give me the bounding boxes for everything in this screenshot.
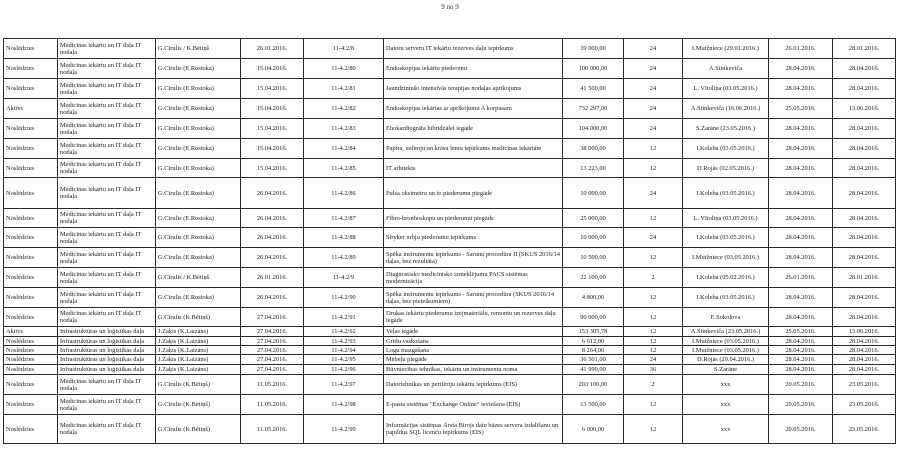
date2-cell: 28.04.2016.	[833, 248, 896, 268]
code-cell: 11-4.2/95	[304, 355, 384, 365]
status-cell: Noslēdzies	[4, 248, 58, 268]
status-cell: Noslēdzies	[4, 288, 58, 308]
amount-cell: 10 500,00	[563, 248, 624, 268]
date1-cell: 28.04.2016.	[769, 59, 833, 79]
code-cell: 11-4.2/89	[304, 248, 384, 268]
amount-cell: 10 000,00	[563, 178, 624, 209]
date2-cell: 28.04.2016.	[833, 346, 896, 355]
responsible-cell: G.Cīrulis (E.Rostoka)	[156, 79, 241, 99]
subject-cell: Datortehnikas un perifēriju iekārtu iepirkums (EIS)	[384, 375, 563, 395]
date1-cell: 28.04.2016.	[769, 337, 833, 346]
date1-cell: 28.04.2016.	[769, 139, 833, 159]
table-row	[4, 59, 896, 79]
status-cell: Noslēdzies	[4, 415, 58, 444]
date2-cell: 28.04.2016.	[833, 365, 896, 375]
executor-cell: I.Koleba (05.02.2016.)	[683, 268, 769, 288]
responsible-cell: G.Cīrulis (E.Rostoka)	[156, 119, 241, 139]
code-cell: 11-4.2/91	[304, 308, 384, 327]
executor-cell: S.Zarāne (23.05.2016.)	[683, 119, 769, 139]
subject-cell: Spēka instrumentu iepirkums - Sarunu procedūra (SKUS 2016/14 daļas, bez pieteikumiem)	[384, 288, 563, 308]
unit-cell: Medicīnas iekārtu un IT daļa IT nodaļa	[58, 159, 156, 178]
unit-cell: Medicīnas iekārtu un IT daļa IT nodaļa	[58, 79, 156, 99]
unit-cell: Medicīnas iekārtu un IT daļa IT nodaļa	[58, 248, 156, 268]
date-cell: 27.04.2016.	[241, 346, 304, 355]
date1-cell: 28.04.2016.	[769, 355, 833, 365]
date2-cell: 28.04.2016.	[833, 288, 896, 308]
date1-cell: 20.05.2016.	[769, 395, 833, 415]
status-cell: Aktīvs	[4, 99, 58, 119]
amount-cell: 39 000,00	[563, 39, 624, 59]
date-cell: 26.01.2016.	[241, 268, 304, 288]
responsible-cell: G.Cīrulis (E.Rostoka)	[156, 248, 241, 268]
status-cell: Noslēdzies	[4, 159, 58, 178]
status-cell: Noslēdzies	[4, 79, 58, 99]
amount-cell: 732 297,00	[563, 99, 624, 119]
responsible-cell: G.Cīrulis (K.Bētiņš)	[156, 308, 241, 327]
code-cell: 11-4.2/80	[304, 59, 384, 79]
subject-cell: Stryker urbju piederumu iepirkums	[384, 228, 563, 248]
executor-cell: xxx	[683, 415, 769, 444]
date2-cell: 28.04.2016.	[833, 228, 896, 248]
subject-cell: Veļas iegāde	[384, 327, 563, 337]
date1-cell: 28.04.2016.	[769, 346, 833, 355]
amount-cell: 10 000,00	[563, 228, 624, 248]
code-cell: 11-4.2/92	[304, 327, 384, 337]
code-cell: 11-4.2/8	[304, 39, 384, 59]
months-cell: 2	[624, 375, 683, 395]
unit-cell: Medicīnas iekārtu un IT daļa IT nodaļa	[58, 228, 156, 248]
code-cell: 11-4.2/88	[304, 228, 384, 248]
table-row	[4, 268, 896, 288]
executor-cell: A.Stinkeviča	[683, 59, 769, 79]
months-cell: 12	[624, 288, 683, 308]
executor-cell: D.Rojās (29.04.2016.)	[683, 355, 769, 365]
table-row	[4, 209, 896, 228]
executor-cell: S.Zarāne	[683, 365, 769, 375]
date-cell: 27.04.2016.	[241, 337, 304, 346]
status-cell: Noslēdzies	[4, 395, 58, 415]
executor-cell: D.Rojās (02.05.2016.)	[683, 159, 769, 178]
date-cell: 11.05.2016.	[241, 415, 304, 444]
unit-cell: Medicīnas iekārtu un IT daļa IT nodaļa	[58, 119, 156, 139]
date2-cell: 28.01.2016.	[833, 39, 896, 59]
status-cell: Noslēdzies	[4, 346, 58, 355]
date1-cell: 28.04.2016.	[769, 178, 833, 209]
executor-cell: I.Koleba (03.05.2016.)	[683, 178, 769, 209]
unit-cell: Infrastruktūras un loģistikas daļa	[58, 355, 156, 365]
responsible-cell: J.Zaķis (K.Laizāns)	[156, 365, 241, 375]
date-cell: 15.04.2016.	[241, 99, 304, 119]
months-cell: 24	[624, 228, 683, 248]
table-row	[4, 365, 896, 375]
date2-cell: 28.04.2016.	[833, 209, 896, 228]
date-cell: 15.04.2016.	[241, 59, 304, 79]
status-cell: Noslēdzies	[4, 365, 58, 375]
unit-cell: Medicīnas iekārtu un IT daļa IT nodaļa	[58, 395, 156, 415]
table-row	[4, 79, 896, 99]
table-row	[4, 178, 896, 209]
amount-cell: 153 305,78	[563, 327, 624, 337]
subject-cell: Mēbeļu piegāde	[384, 355, 563, 365]
page-number: 9 no 9	[441, 3, 459, 11]
date-cell: 15.04.2016.	[241, 139, 304, 159]
months-cell: 12	[624, 327, 683, 337]
date1-cell: 20.05.2016.	[769, 415, 833, 444]
executor-cell: A.Stinkeviča (16.06.2016.)	[683, 99, 769, 119]
amount-cell: 203 100,00	[563, 375, 624, 395]
date1-cell: 20.05.2016.	[769, 375, 833, 395]
date1-cell: 25.05.2016.	[769, 99, 833, 119]
date1-cell: 28.04.2016.	[769, 209, 833, 228]
date2-cell: 23.05.2016.	[833, 375, 896, 395]
months-cell: 2	[624, 268, 683, 288]
table-row	[4, 395, 896, 415]
code-cell: 11-4.2/85	[304, 159, 384, 178]
responsible-cell: J.Zaķis (K.Laizāns)	[156, 346, 241, 355]
code-cell: 11-4.2/83	[304, 119, 384, 139]
date-cell: 26.04.2016.	[241, 209, 304, 228]
status-cell: Noslēdzies	[4, 39, 58, 59]
unit-cell: Infrastruktūras un loģistikas daļa	[58, 365, 156, 375]
subject-cell: IT arhitekts	[384, 159, 563, 178]
date2-cell: 28.04.2016.	[833, 178, 896, 209]
date1-cell: 28.04.2016.	[769, 119, 833, 139]
status-cell: Aktīvs	[4, 327, 58, 337]
code-cell: 11-4.2/94	[304, 346, 384, 355]
executor-cell: I.Koleba (03.05.2016.)	[683, 228, 769, 248]
date-cell: 11.05.2016.	[241, 395, 304, 415]
months-cell: 12	[624, 308, 683, 327]
date1-cell: 28.04.2016.	[769, 365, 833, 375]
code-cell: 11-4.2/9	[304, 268, 384, 288]
amount-cell: 6 612,00	[563, 337, 624, 346]
amount-cell: 41 999,00	[563, 365, 624, 375]
months-cell: 24	[624, 178, 683, 209]
date-cell: 26.04.2016.	[241, 288, 304, 308]
status-cell: Noslēdzies	[4, 228, 58, 248]
date-cell: 15.04.2016.	[241, 79, 304, 99]
status-cell: Noslēdzies	[4, 337, 58, 346]
table-row	[4, 99, 896, 119]
code-cell: 11-4.2/98	[304, 395, 384, 415]
date-cell: 26.01.2016.	[241, 39, 304, 59]
months-cell: 24	[624, 39, 683, 59]
date2-cell: 28.04.2016.	[833, 139, 896, 159]
executor-cell: A.Stinkeviča (23.05.2016.)	[683, 327, 769, 337]
date-cell: 26.04.2016.	[241, 178, 304, 209]
months-cell: 12	[624, 248, 683, 268]
date-cell: 26.04.2016.	[241, 248, 304, 268]
responsible-cell: G.Cīrulis (E.Rostoka)	[156, 209, 241, 228]
code-cell: 11-4.2/99	[304, 415, 384, 444]
table-row	[4, 228, 896, 248]
date2-cell: 28.04.2016.	[833, 119, 896, 139]
responsible-cell: G.Cīrulis (E.Rostoka)	[156, 228, 241, 248]
responsible-cell: J.Zaķis (K.Laizāns)	[156, 355, 241, 365]
months-cell: 12	[624, 415, 683, 444]
date2-cell: 13.06.2016.	[833, 99, 896, 119]
executor-cell: xxx	[683, 395, 769, 415]
subject-cell: Datoru serveru IT iekārtu rezerves daļu iepirkums	[384, 39, 563, 59]
date2-cell: 28.01.2016.	[833, 268, 896, 288]
subject-cell: Diagnostisko medicīnisko izmeklējumu PACS sistēmas modernizācija	[384, 268, 563, 288]
date2-cell: 23.05.2016.	[833, 415, 896, 444]
code-cell: 11-4.2/96	[304, 365, 384, 375]
table-row	[4, 308, 896, 327]
responsible-cell: J.Zaķis (K.Laizāns)	[156, 327, 241, 337]
executor-cell: E.Sokolova	[683, 308, 769, 327]
unit-cell: Medicīnas iekārtu un IT daļa IT nodaļa	[58, 99, 156, 119]
responsible-cell: J.Zaķis (K.Laizāns)	[156, 337, 241, 346]
months-cell: 24	[624, 59, 683, 79]
responsible-cell: G.Cīrulis (E.Rostoka)	[156, 99, 241, 119]
status-cell: Noslēdzies	[4, 139, 58, 159]
subject-cell: Logu mazgāšana	[384, 346, 563, 355]
responsible-cell: G.Cīrulis (E.Rostoka)	[156, 59, 241, 79]
date-cell: 27.04.2016.	[241, 355, 304, 365]
responsible-cell: G.Cīrulis (E.Rostoka)	[156, 178, 241, 209]
unit-cell: Medicīnas iekārtu un IT daļa IT nodaļa	[58, 39, 156, 59]
amount-cell: 38 000,00	[563, 139, 624, 159]
amount-cell: 8 264,00	[563, 346, 624, 355]
amount-cell: 22 100,00	[563, 268, 624, 288]
unit-cell: Infrastruktūras un loģistikas daļa	[58, 346, 156, 355]
date2-cell: 13.06.2016.	[833, 327, 896, 337]
table-row	[4, 139, 896, 159]
table-row	[4, 355, 896, 365]
unit-cell: Medicīnas iekārtu un IT daļa IT nodaļa	[58, 59, 156, 79]
amount-cell: 41 500,00	[563, 79, 624, 99]
amount-cell: 100 000,00	[563, 59, 624, 79]
date1-cell: 28.04.2016.	[769, 288, 833, 308]
date-cell: 26.04.2016.	[241, 228, 304, 248]
unit-cell: Medicīnas iekārtu un IT daļa IT nodaļa	[58, 415, 156, 444]
months-cell: 24	[624, 355, 683, 365]
executor-cell: I.Muižniece (03.05.2016.)	[683, 346, 769, 355]
executor-cell: L. Vītoliņa (03.05.2016.)	[683, 209, 769, 228]
subject-cell: Būvniecības tehnikas, iekārtu un instrumentu noma	[384, 365, 563, 375]
subject-cell: Ehokardiogrāfa hibrīdzālei iegāde	[384, 119, 563, 139]
date-cell: 11.05.2016.	[241, 375, 304, 395]
date1-cell: 28.04.2016.	[769, 159, 833, 178]
executor-cell: xxx	[683, 375, 769, 395]
code-cell: 11-4.2/97	[304, 375, 384, 395]
table-row	[4, 39, 896, 59]
unit-cell: Medicīnas iekārtu un IT daļa IT nodaļa	[58, 308, 156, 327]
unit-cell: Medicīnas iekārtu un IT daļa IT nodaļa	[58, 178, 156, 209]
unit-cell: Medicīnas iekārtu un IT daļa IT nodaļa	[58, 268, 156, 288]
table-row	[4, 346, 896, 355]
date2-cell: 28.04.2016.	[833, 59, 896, 79]
code-cell: 11-4.2/93	[304, 337, 384, 346]
amount-cell: 13 500,00	[563, 395, 624, 415]
status-cell: Noslēdzies	[4, 308, 58, 327]
subject-cell: Pulsa oksimetru un to piederumu piegāde	[384, 178, 563, 209]
unit-cell: Medicīnas iekārtu un IT daļa IT nodaļa	[58, 139, 156, 159]
executor-cell: I.Muižniece (29.01.2016.)	[683, 39, 769, 59]
date1-cell: 28.04.2016.	[769, 248, 833, 268]
date-cell: 27.04.2016.	[241, 308, 304, 327]
date-cell: 15.04.2016.	[241, 159, 304, 178]
months-cell: 12	[624, 395, 683, 415]
amount-cell: 25 000,00	[563, 209, 624, 228]
responsible-cell: G.Cīrulis (E.Rostoka)	[156, 159, 241, 178]
subject-cell: Drukas iekārtu piederumu izejmateriālu, remontu un rezerves daļu iegāde	[384, 308, 563, 327]
date2-cell: 28.04.2016.	[833, 355, 896, 365]
months-cell: 24	[624, 99, 683, 119]
responsible-cell: G.Cīrulis / K.Bētiņš	[156, 39, 241, 59]
table-row	[4, 415, 896, 444]
date1-cell: 26.01.2016.	[769, 39, 833, 59]
responsible-cell: G.Cīrulis (E.Rostoka)	[156, 288, 241, 308]
table-row	[4, 327, 896, 337]
code-cell: 11-4.2/84	[304, 139, 384, 159]
code-cell: 11-4.2/81	[304, 79, 384, 99]
table-row	[4, 337, 896, 346]
status-cell: Noslēdzies	[4, 59, 58, 79]
date1-cell: 28.04.2016.	[769, 308, 833, 327]
subject-cell: Endoskopijas iekārtu piederumi	[384, 59, 563, 79]
status-cell: Noslēdzies	[4, 119, 58, 139]
date2-cell: 23.05.2016.	[833, 395, 896, 415]
date2-cell: 28.04.2016.	[833, 337, 896, 346]
amount-cell: 104 000,00	[563, 119, 624, 139]
executor-cell: I.Koleba (03.05.2016.)	[683, 288, 769, 308]
unit-cell: Medicīnas iekārtu un IT daļa IT nodaļa	[58, 375, 156, 395]
date1-cell: 26.01.2016.	[769, 268, 833, 288]
months-cell: 12	[624, 337, 683, 346]
responsible-cell: G.Cīrulis / K.Bētiņš	[156, 268, 241, 288]
table-row	[4, 375, 896, 395]
amount-cell: 6 000,00	[563, 415, 624, 444]
date-cell: 15.04.2016.	[241, 119, 304, 139]
subject-cell: Informācijas sistēmas Ārsta Birojs datu bāzes servera izdalīšanu un papildus SQL licenču iepirkums (EIS)	[384, 415, 563, 444]
status-cell: Noslēdzies	[4, 209, 58, 228]
amount-cell: 13 223,00	[563, 159, 624, 178]
responsible-cell: G.Cīrulis (K.Bētiņš)	[156, 375, 241, 395]
table-row	[4, 119, 896, 139]
code-cell: 11-4.2/86	[304, 178, 384, 209]
unit-cell: Infrastruktūras un loģistikas daļa	[58, 327, 156, 337]
unit-cell: Medicīnas iekārtu un IT daļa IT nodaļa	[58, 209, 156, 228]
status-cell: Noslēdzies	[4, 375, 58, 395]
date1-cell: 28.04.2016.	[769, 79, 833, 99]
status-cell: Noslēdzies	[4, 178, 58, 209]
months-cell: 12	[624, 209, 683, 228]
responsible-cell: G.Cīrulis (K.Bētiņš)	[156, 395, 241, 415]
months-cell: 24	[624, 119, 683, 139]
months-cell: 36	[624, 365, 683, 375]
subject-cell: Papīra, uzlīmju un krāsu lentu iepirkums medicīnas iekārtām	[384, 139, 563, 159]
subject-cell: Spēka instrumentu iepirkums - Sarunu procedūra II (SKUS 2016/14 daļas, bez rezultāta)	[384, 248, 563, 268]
executor-cell: L. Vītoliņa (03.05.2016.)	[683, 79, 769, 99]
table-row	[4, 288, 896, 308]
unit-cell: Infrastruktūras un loģistikas daļa	[58, 337, 156, 346]
executor-cell: I.Muižniece (03.05.2016.)	[683, 337, 769, 346]
table-row	[4, 248, 896, 268]
responsible-cell: G.Cīrulis (K.Bētiņš)	[156, 415, 241, 444]
procurement-table	[3, 38, 896, 444]
months-cell: 12	[624, 159, 683, 178]
subject-cell: Jaundzimušo intensīvās terapijas nodaļas aprīkojums	[384, 79, 563, 99]
date-cell: 27.04.2016.	[241, 365, 304, 375]
date2-cell: 28.04.2016.	[833, 79, 896, 99]
status-cell: Noslēdzies	[4, 355, 58, 365]
date2-cell: 28.04.2016.	[833, 308, 896, 327]
status-cell: Noslēdzies	[4, 268, 58, 288]
table-row	[4, 159, 896, 178]
date-cell: 27.04.2016.	[241, 327, 304, 337]
subject-cell: Endoskopijas iekārtas ar aprīkojumu A korpusam	[384, 99, 563, 119]
subject-cell: E-pasta sistēmas "Exchange Online" ieviešana (EIS)	[384, 395, 563, 415]
executor-cell: I.Koleba (03.05.2016.)	[683, 139, 769, 159]
responsible-cell: G.Cīrulis (E.Rostoka)	[156, 139, 241, 159]
months-cell: 24	[624, 79, 683, 99]
code-cell: 11-4.2/87	[304, 209, 384, 228]
amount-cell: 90 000,00	[563, 308, 624, 327]
executor-cell: I.Muižniece (03.05.2016.)	[683, 248, 769, 268]
unit-cell: Medicīnas iekārtu un IT daļa IT nodaļa	[58, 288, 156, 308]
months-cell: 12	[624, 346, 683, 355]
date1-cell: 28.04.2016.	[769, 228, 833, 248]
date2-cell: 28.04.2016.	[833, 159, 896, 178]
subject-cell: Fibro-bronhoskopu un piederumu piegāde	[384, 209, 563, 228]
code-cell: 11-4.2/90	[304, 288, 384, 308]
amount-cell: 36 501,00	[563, 355, 624, 365]
code-cell: 11-4.2/82	[304, 99, 384, 119]
months-cell: 12	[624, 139, 683, 159]
amount-cell: 4 800,00	[563, 288, 624, 308]
date1-cell: 25.05.2016.	[769, 327, 833, 337]
table-body	[4, 39, 896, 444]
subject-cell: Grīdu vaskošana	[384, 337, 563, 346]
